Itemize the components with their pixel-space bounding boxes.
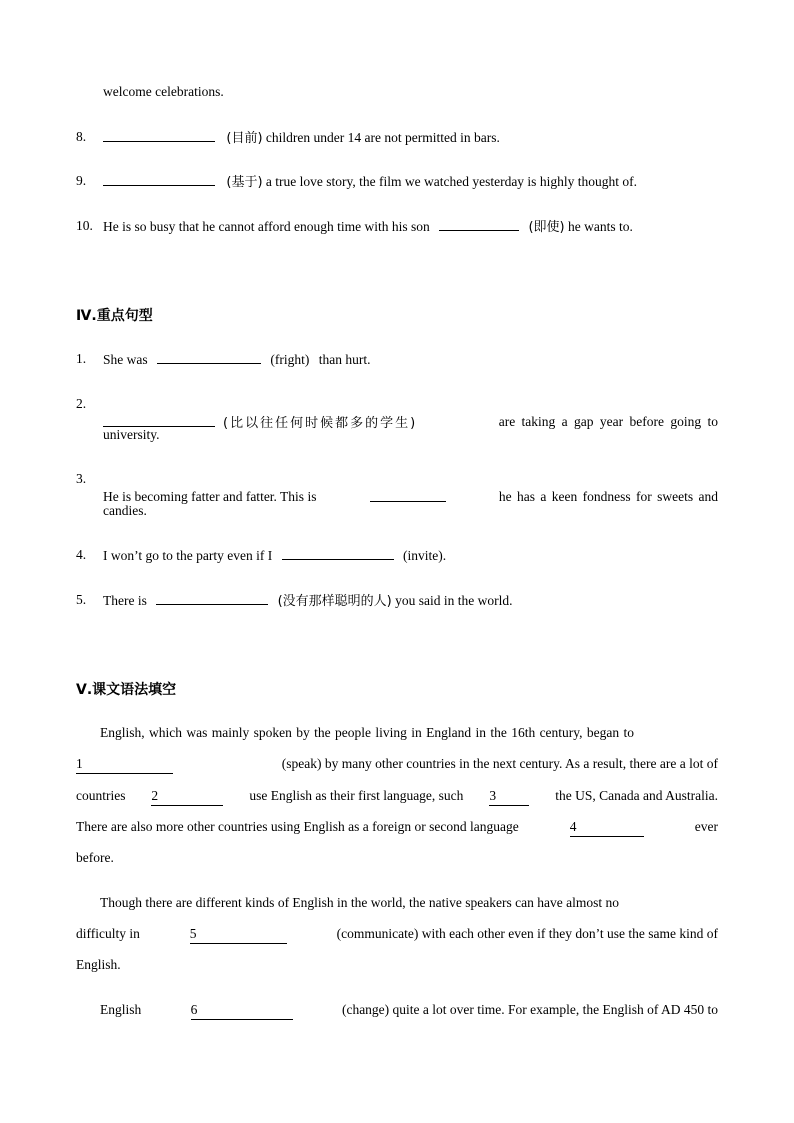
item-text: you said in the world. <box>395 593 513 608</box>
item-number: 2. <box>76 396 87 411</box>
paragraph-line <box>100 894 619 912</box>
paragraph-text: (communicate) with each other even if they don’t use the same kind of <box>336 926 718 941</box>
answer-blank[interactable] <box>282 546 394 560</box>
paragraph-line <box>76 956 121 974</box>
paragraph-text: English, which was mainly spoken by the people living in England in the 16th century, began to <box>100 725 635 740</box>
item-text: He is so busy that he cannot afford enough time with his son <box>103 219 430 234</box>
paragraph-line <box>100 1001 718 1020</box>
paragraph-text: Though there are different kinds of English in the world, the native speakers can have almost no <box>100 895 619 910</box>
paragraph-line <box>76 925 718 944</box>
item-number: 3. <box>76 471 87 486</box>
continuation-line <box>103 83 224 101</box>
list-item <box>76 350 371 368</box>
list-item-continuation <box>103 426 160 444</box>
hint-text: (invite). <box>402 548 447 563</box>
hint-text: (fright) <box>270 352 310 367</box>
answer-blank-3[interactable]: 3 <box>489 787 529 806</box>
answer-blank[interactable] <box>103 413 215 427</box>
answer-blank-2[interactable]: 2 <box>151 787 223 806</box>
section-heading: Ⅳ.重点句型 <box>76 308 153 324</box>
list-item <box>76 395 718 431</box>
item-text: he has a keen fondness for sweets and <box>498 489 718 504</box>
item-text: I won’t go to the party even if I <box>103 548 273 563</box>
answer-blank[interactable] <box>103 172 215 186</box>
item-number: 4. <box>76 547 87 562</box>
paragraph-line <box>76 755 718 774</box>
answer-blank[interactable] <box>157 350 261 364</box>
item-number: 1. <box>76 351 87 366</box>
list-item-continuation <box>103 502 147 520</box>
answer-blank-1[interactable]: 1 <box>76 755 173 774</box>
item-text: a true love story, the film we watched yesterday is highly thought of. <box>265 174 637 189</box>
answer-blank[interactable] <box>370 488 446 502</box>
paragraph-text: ever <box>694 819 718 834</box>
item-number: 8. <box>76 129 87 144</box>
item-text: children under 14 are not permitted in bars. <box>265 130 500 145</box>
hint-text: (目前) <box>226 131 263 146</box>
item-text: She was <box>103 352 148 367</box>
answer-blank[interactable] <box>439 217 519 231</box>
paragraph-line <box>76 849 114 867</box>
paragraph-text: use English as their first language, such <box>249 788 464 803</box>
item-text: He is becoming fatter and fatter. This is <box>103 489 317 504</box>
section-heading: Ⅴ.课文语法填空 <box>76 682 177 698</box>
list-item <box>76 546 447 564</box>
paragraph-line <box>100 724 634 742</box>
paragraph-text: There are also more other countries using English as a foreign or second language <box>76 819 519 834</box>
continuation-text: welcome celebrations. <box>103 84 224 99</box>
answer-blank-6[interactable]: 6 <box>191 1001 293 1020</box>
item-text: university. <box>103 427 160 442</box>
item-number: 10. <box>76 218 93 233</box>
paragraph-text: (change) quite a lot over time. For example, the English of AD 450 to <box>341 1002 718 1017</box>
item-number: 9. <box>76 173 87 188</box>
paragraph-line <box>76 787 718 806</box>
paragraph-text: countries <box>76 788 126 803</box>
paragraph-text: English <box>100 1002 142 1017</box>
answer-blank-5[interactable]: 5 <box>190 925 287 944</box>
item-number: 5. <box>76 592 87 607</box>
paragraph-text: difficulty in <box>76 926 140 941</box>
item-text: he wants to. <box>567 219 633 234</box>
paragraph-text: (speak) by many other countries in the next century. As a result, there are a lot of <box>281 756 718 771</box>
paragraph-text: the US, Canada and Australia. <box>555 788 718 803</box>
hint-text: (基于) <box>226 175 263 190</box>
answer-blank[interactable] <box>156 591 268 605</box>
hint-text: (比以往任何时候都多的学生) <box>223 416 418 431</box>
hint-text: (没有那样聪明的人) <box>277 594 392 609</box>
item-text: are taking a gap year before going to <box>498 414 718 429</box>
item-text: candies. <box>103 503 147 518</box>
hint-text: (即使) <box>528 220 565 235</box>
list-item <box>76 591 513 609</box>
paragraph-text: English. <box>76 957 121 972</box>
answer-blank-4[interactable]: 4 <box>570 818 644 837</box>
item-text: There is <box>103 593 147 608</box>
list-item <box>76 470 718 504</box>
item-text: than hurt. <box>318 352 371 367</box>
answer-blank[interactable] <box>103 128 215 142</box>
paragraph-text: before. <box>76 850 114 865</box>
paragraph-line <box>76 818 718 837</box>
